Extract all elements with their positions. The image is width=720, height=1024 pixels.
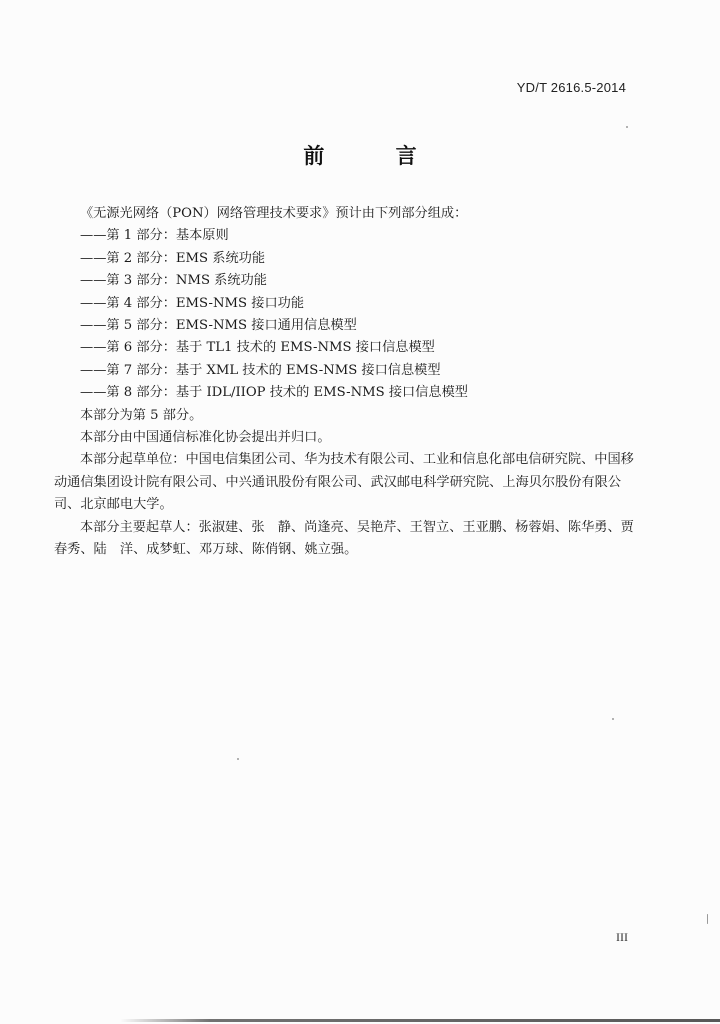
- part-item-8: ——第 8 部分：基于 IDL/IIOP 技术的 EMS-NMS 接口信息模型: [80, 385, 468, 401]
- drafters-paragraph: 本部分主要起草人：张淑建、张 静、尚逢亮、吴艳芹、王智立、王亚鹏、杨蓉娟、陈华勇、贾春秀、陆 洋、成梦虹、邓万球、陈俏钢、姚立强。: [54, 519, 634, 558]
- scan-speck: [707, 914, 708, 924]
- proposed-by-paragraph: 本部分由中国通信标准化协会提出并归口。: [80, 430, 331, 446]
- part-item-6: ——第 6 部分：基于 TL1 技术的 EMS-NMS 接口信息模型: [80, 340, 435, 356]
- part-item-1: ——第 1 部分：基本原则: [80, 228, 229, 244]
- part-item-3: ——第 3 部分：NMS 系统功能: [80, 273, 267, 289]
- page-number: III: [616, 930, 628, 944]
- part-item-2: ——第 2 部分：EMS 系统功能: [80, 250, 266, 266]
- part-item-4: ——第 4 部分：EMS-NMS 接口功能: [80, 295, 305, 311]
- intro-paragraph: 《无源光网络（PON）网络管理技术要求》预计由下列部分组成：: [80, 206, 468, 221]
- document-body: [54, 203, 644, 562]
- this-part-paragraph: 本部分为第 5 部分。: [80, 407, 203, 423]
- standard-code: YD/T 2616.5-2014: [516, 80, 626, 95]
- drafting-units-paragraph: 本部分起草单位：中国电信集团公司、华为技术有限公司、工业和信息化部电信研究院、中国移动通信集团设计院有限公司、中兴通讯股份有限公司、武汉邮电科学研究院、上海贝尔股份有限公司、北京邮电大学。: [54, 452, 634, 513]
- part-item-7: ——第 7 部分：基于 XML 技术的 EMS-NMS 接口信息模型: [80, 362, 441, 378]
- scan-speck: [626, 126, 628, 128]
- parts-list: [54, 225, 644, 404]
- scan-speck: [612, 718, 614, 720]
- scan-edge-shadow: [120, 1019, 720, 1022]
- scan-speck: [237, 758, 239, 760]
- page-title: 前 言: [303, 144, 449, 168]
- part-item-5: ——第 5 部分：EMS-NMS 接口通用信息模型: [80, 318, 357, 334]
